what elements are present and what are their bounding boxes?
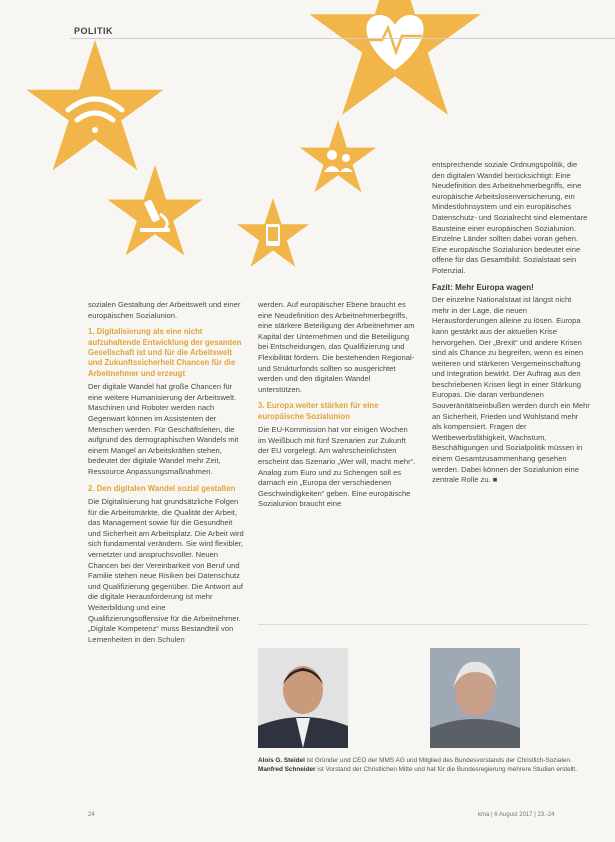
paragraph: werden. Auf europäischer Ebene braucht es eine Neudefinition des Arbeitnehmerbegriffs, eine stärkere Beteiligung der Arbeitnehmer am Kapital der Unternehmen und die Beteiligung bei Entscheidungen, das Qualifizierung und Flexibilität fördern. Die bestehenden Regional- und Strukturfonds sollten so ausgerichtet werden und den digitalen Wandel unterstützen. (258, 300, 415, 394)
section-tag: POLITIK (74, 26, 113, 36)
article-column-1 (88, 300, 246, 649)
article-column-3 (432, 160, 590, 490)
author-photo-steidel (258, 648, 348, 748)
subheading: Fazit: Mehr Europa wagen! (432, 282, 534, 292)
subheading: 2. Den digitalen Wandel sozial gestalten (88, 483, 236, 493)
author-section-rule (258, 624, 588, 625)
star-wifi (27, 40, 164, 170)
star-people (300, 120, 376, 192)
phone-icon (266, 224, 280, 246)
paragraph: sozialen Gestaltung der Arbeitswelt und einer europäischen Sozialunion. (88, 300, 241, 320)
header-rule (70, 38, 615, 39)
subheading: 1. Digitalisierung als eine nicht aufzuhaltende Entwicklung der gesamten Gesellschaft ist und für die Arbeitswelt und Zukunftssicherheit Chancen für die Arbeitnehmer und erzeugt (88, 327, 242, 378)
paragraph: Der einzelne Nationalstaat ist längst nicht mehr in der Lage, die neuen Herausforderungen alleine zu lösen. Europa kann gestärkt aus der aktuellen Krise hervorgehen. Der „Brexit“ und andere Krisen sind als Chance zu begreifen, wenn es einen weiteren und stärkeren Vergemeinschaftung und Integration bewirkt. Der Auftrag aus den beschriebenen Krisen liegt in einer Stärkung Europas. Die daran verbundenen Souveränitätseinbußen werden durch ein Mehr an Sicherheit, Frieden und Wohlstand mehr als kompensiert. Fragen der Wettbewerbsfähigkeit, Wachstum, Beschäftigungen und Sozialpolitik müssen in einem Gesamtzusammenhang gesehen werden. Dabei können der Sozialunion eine zentrale Rolle zu. ■ (432, 295, 590, 485)
page-number: 24 (88, 812, 95, 818)
author-caption (258, 756, 588, 774)
portrait-steidel-image (258, 648, 348, 748)
article-column-2 (258, 300, 416, 514)
paragraph: Die EU-Kommission hat vor einigen Wochen im Weißbuch mit fünf Szenarien zur Zukunft der EU vorgelegt. Am wahrscheinlichsten erscheint das Szenario „Wer will, macht mehr“. Analog zum Euro und zu Schengen soll es darnach ein „Europa der verschiedenen Geschwindigkeiten“ geben. Eine europäische Sozialunion braucht eine (258, 425, 416, 509)
caption-text-1: ist Gründer und CEO der MMS AG und Mitglied des Bundesvorstands der Christlich-Sozialen. (304, 757, 572, 764)
caption-name-2: Manfred Schneider (258, 766, 316, 773)
caption-name-1: Alois G. Steidel (258, 757, 305, 764)
author-photo-schneider (430, 648, 520, 748)
portrait-schneider-image (430, 648, 520, 748)
caption-text-2: ist Vorstand der Christlichen Mitte und hat für die Bundesregierung mehrere Studien erstellt. (315, 766, 577, 773)
subheading: 3. Europa weiter stärken für eine europäische Sozialunion (258, 401, 379, 421)
paragraph: entsprechende soziale Ordnungspolitik, die den digitalen Wandel berücksichtigt: Eine Neudefinition des Arbeitnehmerbegriffs, eine europäische Arbeitslosenversicherung, ein Mindestlohnsystem und ein europäisches Datenschutz- und Sozialrecht sind elementare Bausteine einer europäischen Sozialunion. Einzelne Länder sollten dabei voran gehen. Eine europäische Sozialunion bedeutet eine offene für das Gesamtbild: Sozialstaat sein Potenzial. (432, 160, 588, 275)
paragraph: Der digitale Wandel hat große Chancen für eine weitere Humanisierung der Arbeitswelt. Maschinen und Roboter werden nach Gegenwart können im Assistenten der Menschen werden. Für Geschäftsleiten, die aufgrund des demographischen Wandels mit einem Mangel an Arbeitskräften stehen, bedeutet der digitale Wandel mehr Zeit, Ressource Anpassungsmaßnahmen. (88, 382, 239, 476)
issue-info: kma | 6 August 2017 | 23.-24 (478, 812, 555, 818)
paragraph: Die Digitalisierung hat grundsätzliche Folgen für die Arbeitsmärkte, die Qualität der Arbeit, das Management sowie für die Gesundheit und Sicherheit am Arbeitsplatz. Die Arbeit wird sich fundamental verändern. Sie wird flexibler, vernetzter und anspruchsvoller. Neuen Chancen bei der Vereinbarkeit von Beruf und Familie stehen neue Risiken bei Datenschutz und Qualifizierung gegenüber. Die Antwort auf die digitale Herausforderung ist mehr Weiterbildung und eine Qualifizierungsoffensive für die Arbeitnehmer. „Digitale Kompetenz“ muss Bestandteil von Lernenheiten in den Schulen (88, 496, 244, 644)
